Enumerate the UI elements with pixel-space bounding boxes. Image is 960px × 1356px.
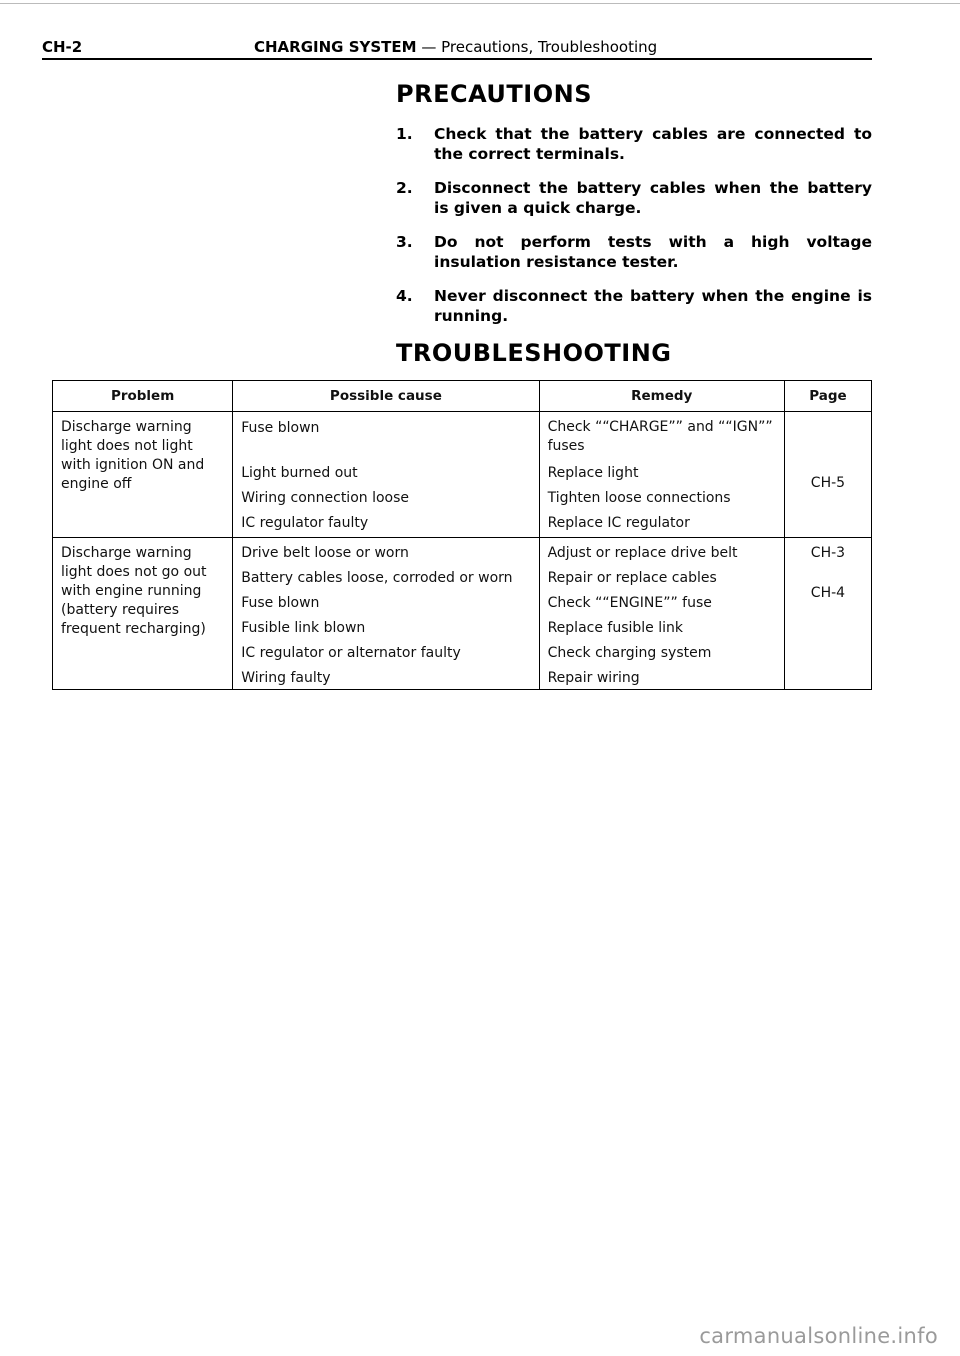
remedy-cell [539, 538, 784, 690]
section-title [254, 36, 657, 58]
cause-text: Light burned out [241, 465, 358, 481]
cause-text: Fuse blown [241, 595, 320, 611]
cause-text: IC regulator or alternator faulty [241, 645, 461, 661]
remedy-text: Replace light [547, 465, 639, 481]
section-subtitle: — Precautions, Troubleshooting [421, 38, 658, 56]
troubleshooting-table [52, 380, 872, 690]
remedy-text: Replace IC regulator [547, 515, 690, 531]
page-number: CH-2 [42, 38, 83, 56]
table-row [53, 412, 872, 538]
item-number: 3. [396, 233, 413, 251]
page-cell [784, 538, 871, 690]
page-ref: CH-5 [810, 475, 846, 491]
item-text: Check that the battery cables are connected to the correct terminals. [434, 125, 872, 163]
column-header-remedy: Remedy [539, 381, 784, 412]
troubleshooting-heading: TROUBLESHOOTING [396, 339, 672, 367]
page-ref [785, 412, 871, 460]
precaution-item [396, 178, 872, 218]
section-name: CHARGING SYSTEM [254, 38, 417, 56]
page-ref: CH-4 [810, 585, 846, 601]
problem-cell [53, 538, 233, 690]
item-number: 4. [396, 287, 413, 305]
table-header-row [53, 381, 872, 412]
table-row [53, 538, 872, 690]
column-header-problem: Problem [53, 381, 233, 412]
cause-text: Fusible link blown [241, 620, 366, 636]
remedy-text: Repair or replace cables [547, 570, 717, 586]
remedy-text: Check charging system [547, 645, 712, 661]
item-number: 1. [396, 125, 413, 143]
remedy-cell [539, 412, 784, 538]
precaution-item [396, 124, 872, 164]
page-cell [784, 412, 871, 538]
remedy-text: Check ““ENGINE”” fuse [547, 595, 712, 611]
cause-text: Wiring connection loose [241, 490, 410, 506]
cause-text: Battery cables loose, corroded or worn [241, 570, 513, 586]
precaution-item [396, 232, 872, 272]
problem-cell [53, 412, 233, 538]
cause-text: Drive belt loose or worn [241, 545, 409, 561]
item-text: Never disconnect the battery when the engine is running. [434, 287, 872, 325]
precaution-item [396, 286, 872, 326]
cause-text: IC regulator faulty [241, 515, 369, 531]
cause-text: Fuse blown [241, 420, 320, 436]
precautions-heading: PRECAUTIONS [396, 80, 592, 108]
column-header-page: Page [784, 381, 871, 412]
item-text: Do not perform tests with a high voltage insulation resistance tester. [434, 233, 872, 271]
page-header [42, 36, 872, 60]
cause-text: Wiring faulty [241, 670, 331, 686]
page-ref [785, 605, 871, 609]
problem-text: Discharge warning light does not go out with engine running (battery requires frequent recharging) [61, 545, 207, 637]
site-watermark: carmanualsonline.info [699, 1324, 938, 1348]
scan-edge-line [0, 3, 960, 4]
problem-text: Discharge warning light does not light with ignition ON and engine off [61, 419, 205, 492]
cause-cell [233, 412, 539, 538]
remedy-text: Replace fusible link [547, 620, 683, 636]
page-ref: CH-3 [810, 545, 846, 561]
remedy-text: Tighten loose connections [547, 490, 731, 506]
item-text: Disconnect the battery cables when the battery is given a quick charge. [434, 179, 872, 217]
item-number: 2. [396, 179, 413, 197]
remedy-text: Check ““CHARGE”” and ““IGN”” fuses [547, 419, 773, 454]
precautions-list [396, 124, 872, 340]
remedy-text: Adjust or replace drive belt [547, 545, 738, 561]
cause-cell [233, 538, 539, 690]
remedy-text: Repair wiring [547, 670, 640, 686]
column-header-cause: Possible cause [233, 381, 539, 412]
